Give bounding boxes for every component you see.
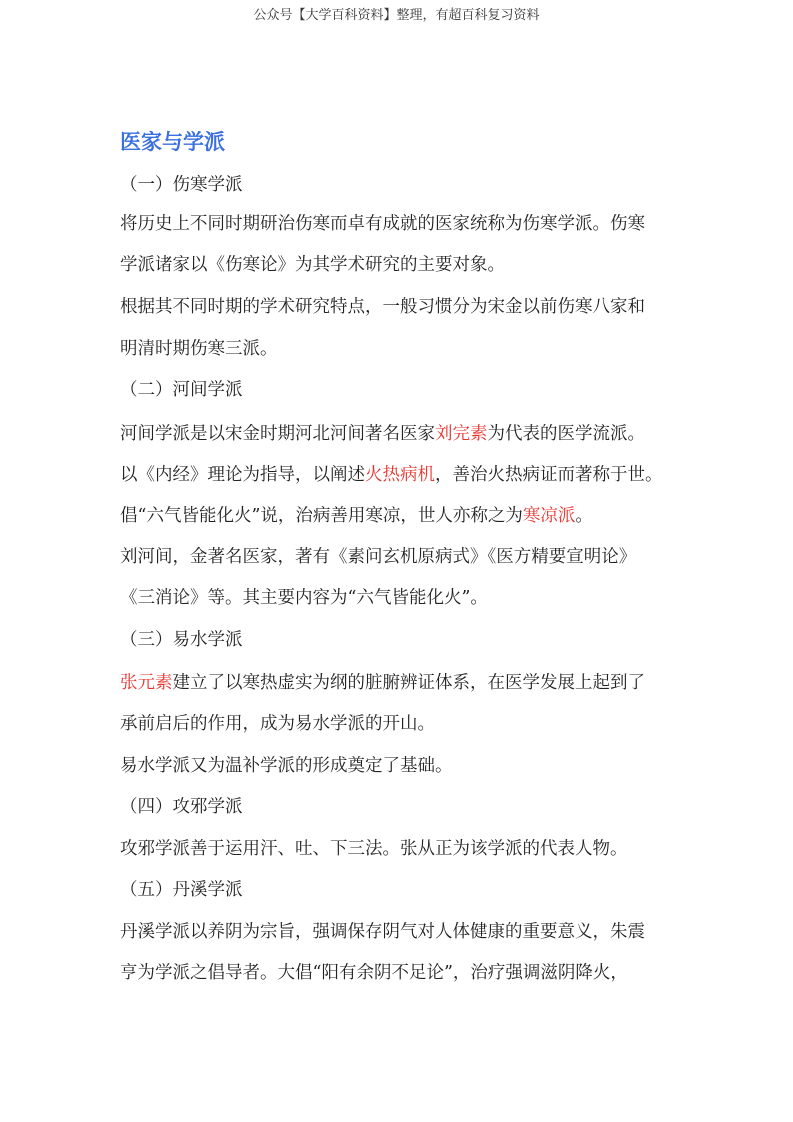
- text-segment: 《三消论》等。其主要内容为“六气皆能化火”。: [120, 588, 488, 608]
- text-segment: 承前启后的作用，成为易水学派的开山。: [120, 714, 435, 734]
- text-segment: （三）易水学派: [120, 630, 243, 650]
- subsection-heading: [120, 173, 243, 197]
- paragraph-line: [120, 422, 645, 446]
- text-segment: 为代表的医学流派。: [487, 424, 645, 444]
- paragraph-line: [120, 504, 593, 528]
- text-segment: 明清时期伤寒三派。: [120, 339, 278, 359]
- page-header: 公众号【大学百科资料】整理，有超百科复习资料: [253, 8, 540, 23]
- text-segment: （四）攻邪学派: [120, 797, 243, 817]
- text-segment: （五）丹溪学派: [120, 880, 243, 900]
- highlighted-term: 张元素: [120, 673, 173, 693]
- text-segment: ，善治火热病证而著称于世。: [435, 465, 663, 485]
- paragraph-line: [120, 586, 488, 610]
- highlighted-term: 寒凉派: [522, 506, 576, 526]
- highlighted-term: 刘完素: [435, 424, 488, 444]
- section-title: 医家与学派: [120, 130, 225, 154]
- text-segment: 刘河间，金著名医家，著有《素问玄机原病式》《医方精要宣明论》: [120, 547, 637, 567]
- text-segment: （一）伤寒学派: [120, 175, 243, 195]
- subsection-heading: [120, 378, 243, 402]
- text-segment: 易水学派又为温补学派的形成奠定了基础。: [120, 756, 453, 776]
- paragraph-line: [120, 463, 663, 487]
- text-segment: 丹溪学派以养阴为宗旨，强调保存阴气对人体健康的重要意义，朱震: [120, 922, 645, 942]
- text-segment: 建立了以寒热虚实为纲的脏腑辨证体系，在医学发展上起到了: [172, 673, 645, 693]
- paragraph-line: [120, 337, 278, 361]
- text-segment: 倡“六气皆能化火”说，治病善用寒凉，世人亦称之为: [120, 506, 523, 526]
- paragraph-line: [120, 671, 645, 695]
- text-segment: 攻邪学派善于运用汗、吐、下三法。张从正为该学派的代表人物。: [120, 839, 628, 859]
- paragraph-line: [120, 920, 645, 944]
- text-segment: 。: [575, 506, 593, 526]
- paragraph-line: [120, 961, 628, 985]
- text-segment: 根据其不同时期的学术研究特点，一般习惯分为宋金以前伤寒八家和: [120, 297, 645, 317]
- paragraph-line: [120, 837, 628, 861]
- text-segment: 将历史上不同时期研治伤寒而卓有成就的医家统称为伤寒学派。伤寒: [120, 214, 645, 234]
- text-segment: 以《内经》理论为指导，以阐述: [120, 465, 365, 485]
- subsection-heading: [120, 878, 243, 902]
- text-segment: 学派诸家以《伤寒论》为其学术研究的主要对象。: [120, 255, 505, 275]
- paragraph-line: [120, 545, 636, 569]
- paragraph-line: [120, 295, 645, 319]
- text-segment: 亨为学派之倡导者。大倡“阳有余阴不足论”，治疗强调滋阴降火，: [120, 963, 628, 983]
- paragraph-line: [120, 212, 645, 236]
- text-segment: （二）河间学派: [120, 380, 243, 400]
- paragraph-line: [120, 712, 435, 736]
- subsection-heading: [120, 628, 243, 652]
- text-segment: 河间学派是以宋金时期河北河间著名医家: [120, 424, 435, 444]
- highlighted-term: 火热病机: [365, 465, 435, 485]
- paragraph-line: [120, 754, 453, 778]
- paragraph-line: [120, 253, 505, 277]
- subsection-heading: [120, 795, 243, 819]
